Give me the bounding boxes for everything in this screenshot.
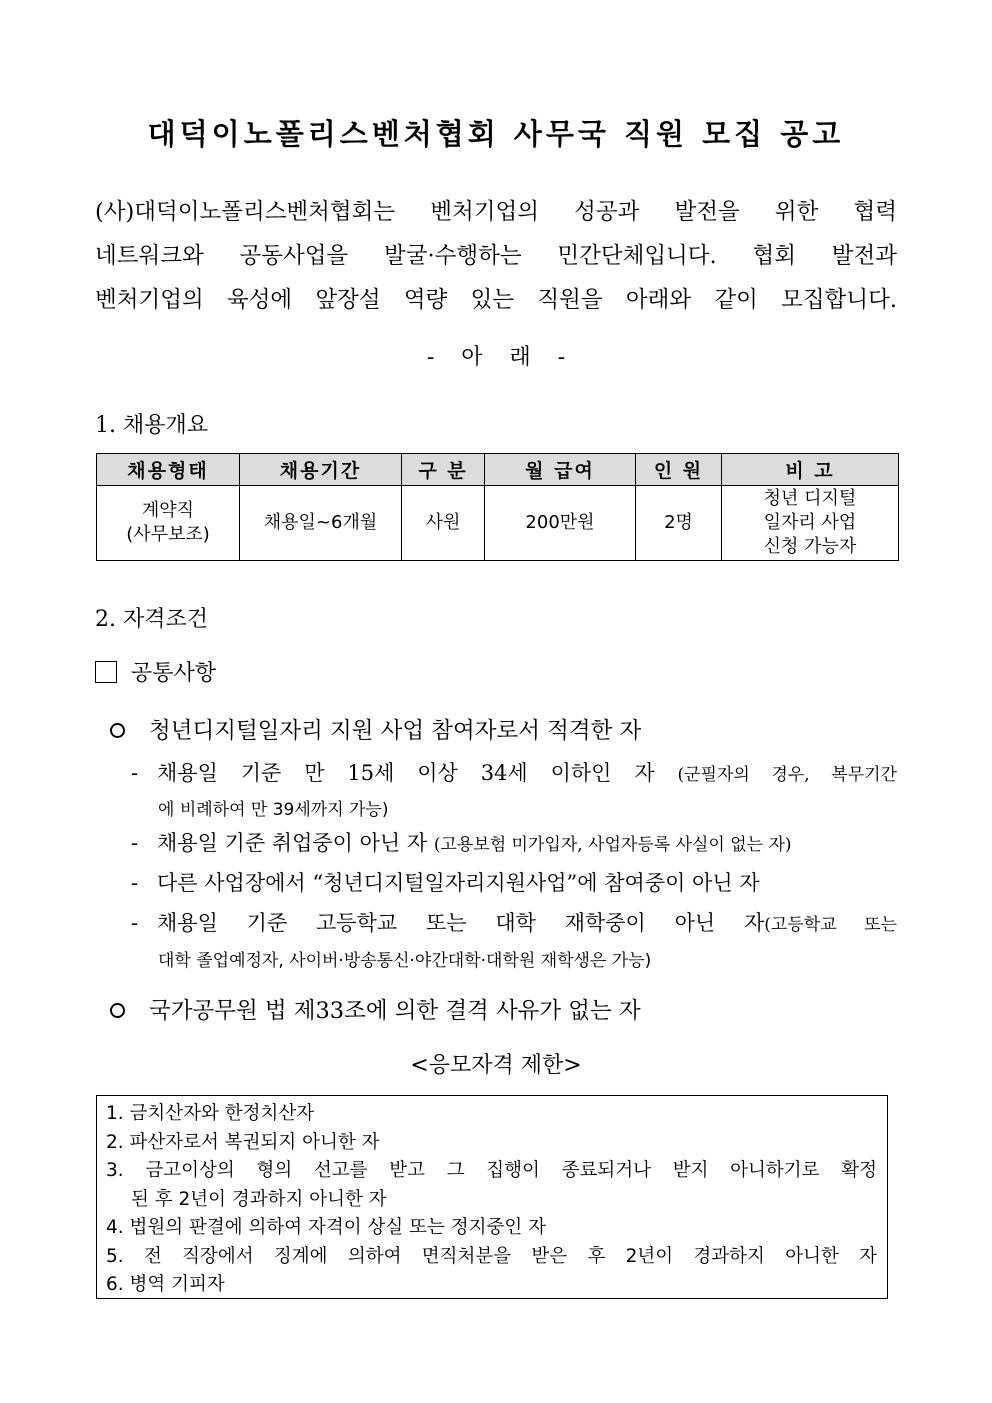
cell-type-line: 계약직 — [141, 500, 195, 521]
restrictions-title: <응모자격 제한> — [410, 1053, 582, 1078]
intro-line: 벤처기업의 육성에 앞장설 역량 있는 직원을 아래와 같이 모집합니다. — [95, 287, 897, 313]
cell-salary: 200만원 — [485, 486, 636, 561]
dash-note: (군필자의 경우, 복무기간 — [677, 765, 897, 785]
dash-text: 채용일 기준 만 15세 이상 34세 이하인 자 — [157, 761, 655, 785]
intro-line: 네트워크와 공동사업을 발굴·수행하는 민간단체입니다. 협회 발전과 — [95, 243, 897, 269]
circle-bullet-icon — [110, 1003, 125, 1018]
cell-category: 사원 — [402, 486, 485, 561]
bullet-text: 청년디지털일자리 지원 사업 참여자로서 적격한 자 — [149, 718, 642, 744]
dash-text: 다른 사업장에서 “청년디지털일자리지원사업”에 참여중이 아닌 자 — [157, 871, 760, 895]
cell-note-line: 일자리 사업 — [763, 512, 857, 533]
bullet-item — [110, 993, 641, 1025]
dash-item — [131, 827, 897, 857]
list-item: 1. 금치산자와 한정치산자 — [106, 1103, 315, 1124]
header-category: 구 분 — [402, 454, 485, 486]
dash-continuation: 에 비례하여 만 39세까지 가능) — [158, 800, 389, 820]
list-item: 3. 금고이상의 형의 선고를 받고 그 집행이 종료되거나 받지 아니하기로 확정 — [106, 1160, 877, 1181]
header-headcount: 인 원 — [636, 454, 722, 486]
dash-text: 채용일 기준 고등학교 또는 대학 재학중이 아닌 자 — [157, 911, 765, 935]
dash-item — [131, 867, 897, 897]
page-title: 대덕이노폴리스벤처협회 사무국 직원 모집 공고 — [147, 117, 845, 151]
header-period: 채용기간 — [240, 454, 402, 486]
header-salary: 월 급여 — [485, 454, 636, 486]
dash-note: (고용보험 미가입자, 사업자등록 사실이 없는 자) — [433, 835, 792, 855]
header-note: 비 고 — [722, 454, 899, 486]
notice-divider: - 아 래 - — [426, 345, 566, 370]
list-item: 6. 병역 기피자 — [106, 1274, 225, 1295]
intro-paragraph — [95, 190, 897, 322]
cell-note-line: 신청 가능자 — [763, 536, 857, 557]
hiring-overview-table — [96, 453, 899, 561]
dash-text: 채용일 기준 취업중이 아닌 자 — [157, 831, 428, 855]
table-header-row — [97, 454, 899, 486]
list-item: 2. 파산자로서 복권되지 아니한 자 — [106, 1131, 380, 1153]
dash-marker: - — [131, 831, 139, 855]
list-item-continuation: 된 후 2년이 경과하지 아니한 자 — [131, 1188, 387, 1210]
dash-item — [131, 757, 897, 787]
cell-type-line: (사무보조) — [126, 524, 210, 545]
dash-item — [131, 907, 897, 937]
dash-note: (고등학교 또는 — [764, 915, 897, 935]
list-item: 4. 법원의 판결에 의하여 자격이 상실 또는 정지중인 자 — [106, 1217, 546, 1238]
cell-headcount: 2명 — [636, 486, 722, 561]
dash-marker: - — [131, 911, 139, 935]
square-bullet-icon — [95, 661, 117, 683]
cell-note — [722, 486, 899, 561]
cell-period: 채용일~6개월 — [240, 486, 402, 561]
cell-type — [97, 486, 240, 561]
table-row — [97, 486, 899, 561]
common-requirements-heading — [95, 656, 216, 687]
circle-bullet-icon — [110, 723, 125, 738]
bullet-item — [110, 713, 641, 745]
section-heading-qualifications: 2. 자격조건 — [95, 607, 208, 632]
bullet-text: 국가공무원 법 제33조에 의한 결격 사유가 없는 자 — [149, 998, 641, 1024]
intro-line: (사)대덕이노폴리스벤처협회는 벤처기업의 성공과 발전을 위한 협력 — [95, 199, 897, 225]
section-heading-hiring: 1. 채용개요 — [95, 413, 208, 438]
dash-marker: - — [131, 871, 139, 895]
dash-continuation: 대학 졸업예정자, 사이버·방송통신·야간대학·대학원 재학생은 가능) — [158, 951, 652, 971]
cell-note-line: 청년 디지털 — [763, 488, 857, 509]
header-type: 채용형태 — [97, 454, 240, 486]
common-requirements-label: 공통사항 — [131, 661, 217, 686]
list-item: 5. 전 직장에서 징계에 의하여 면직처분을 받은 후 2년이 경과하지 아니한 자 — [106, 1245, 877, 1267]
restrictions-box — [96, 1095, 888, 1299]
dash-marker: - — [131, 761, 139, 785]
